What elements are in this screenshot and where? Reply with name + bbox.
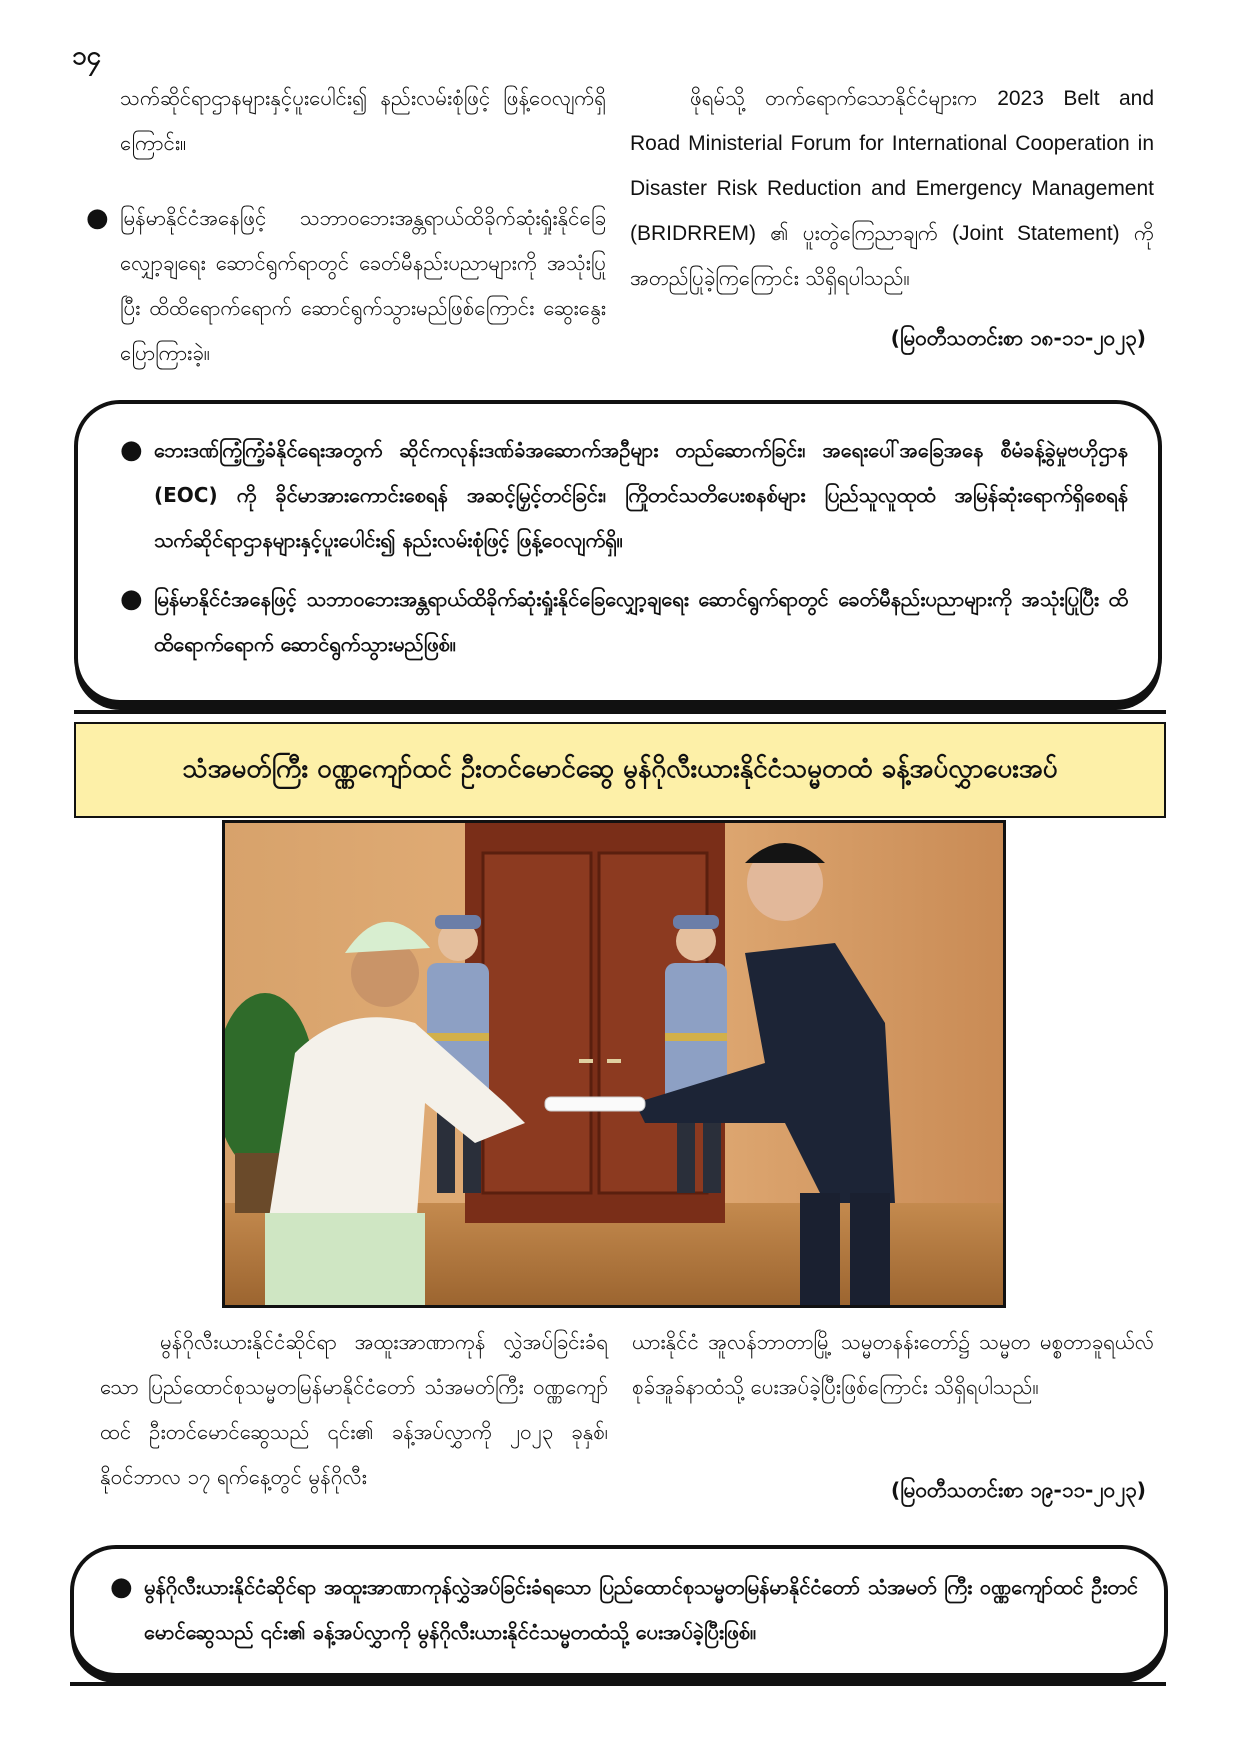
article-source: (မြဝတီသတင်းစာ ၁၉-၁၁-၂၀၂၃) <box>890 1478 1146 1502</box>
bullet-icon: ● <box>110 1572 133 1602</box>
headline: သံအမတ်ကြီး ဝဏ္ဏကျော်ထင် ဦးတင်မောင်ဆွေ မွန်ဂိုလီးယားနိုင်ငံသမ္မတထံ ခန့်အပ်လွှာပေးအပ် <box>182 753 1058 784</box>
article-left-column <box>100 1320 608 1500</box>
bullet-icon: ● <box>120 435 143 465</box>
article-left-paragraph: မွန်ဂိုလီးယားနိုင်ငံဆိုင်ရာ အထူးအာဏာကုန် လွှဲအပ်ခြင်းခံရသော ပြည်ထောင်စုသမ္မတမြန်မာနိုင်ငံတော် သံအမတ်ကြီး ဝဏ္ဏကျော်ထင် ဦးတင်မောင်ဆွေသည် ၎င်း၏ ခန့်အပ်လွှာကို ၂၀၂၃ ခုနှစ်၊ နိုဝင်ဘာလ ၁၇ ရက်နေ့တွင် မွန်ဂိုလီး <box>100 1330 608 1489</box>
summary-box-2 <box>70 1545 1168 1677</box>
summary-2-item <box>88 1565 1138 1655</box>
joint-statement-label: ၏ ပူးတွဲကြေညာချက် <box>770 221 938 245</box>
top-left-bullet <box>80 196 606 376</box>
forum-name: 2023 Belt and Road Ministerial Forum for International Cooperation in Disaster Risk Reduction and Emergency Management (BRIDRREM) <box>630 87 1154 245</box>
summary-1-item <box>98 577 1128 667</box>
summary-2-item-text: မွန်ဂိုလီးယားနိုင်ငံဆိုင်ရာ အထူးအာဏာကုန်လွှဲအပ်ခြင်းခံရသော ပြည်ထောင်စုသမ္မတမြန်မာနိုင်ငံတော် သံအမတ် ကြီး ဝဏ္ဏကျော်ထင် ဦးတင်မောင်ဆွေသည် ၎င်း၏ ခန့်အပ်လွှာကို မွန်ဂိုလီးယားနိုင်ငံသမ္မတထံသို့ ပေးအပ်ခဲ့ပြီးဖြစ်။ <box>144 1575 1138 1644</box>
page-number: ၁၄ <box>72 41 102 71</box>
bullet-icon: ● <box>120 584 143 614</box>
summary-1-item-text: ဘေးဒဏ်ကြံ့ကြံ့ခံနိုင်ရေးအတွက် ဆိုင်ကလုန်းဒဏ်ခံအဆောက်အဦများ တည်ဆောက်ခြင်း၊ အရေးပေါ်အခြေအနေ စီမံခန့်ခွဲမှုဗဟိုဌာန (EOC) ကို ခိုင်မာအားကောင်းစေရန် အဆင့်မြှင့်တင်ခြင်း၊ ကြိုတင်သတိပေးစနစ်များ ပြည်သူလူထုထံ အမြန်ဆုံးရောက်ရှိစေရန် သက်ဆိုင်ရာဌာနများနှင့်ပူးပေါင်း၍ နည်းလမ်းစုံဖြင့် ဖြန့်ဝေလျက်ရှိ။ <box>154 438 1128 552</box>
credentials-photo <box>222 820 1006 1308</box>
top-right-column <box>630 76 1154 301</box>
headline-banner <box>74 722 1166 818</box>
bullet-icon: ● <box>86 203 109 233</box>
top-left-bullet-text: မြန်မာနိုင်ငံအနေဖြင့် သဘာဝဘေးအန္တရာယ်ထိခိုက်ဆုံးရှုံးနိုင်ခြေလျှော့ချရေး ဆောင်ရွက်ရာတွင် ခေတ်မီနည်းပညာများကို အသုံးပြုပြီး ထိထိရောက်ရောက် ဆောင်ရွက်သွားမည်ဖြစ်ကြောင်း ဆွေးနွေးပြောကြားခဲ့။ <box>120 206 606 365</box>
top-right-paragraph <box>630 76 1154 301</box>
article-right-paragraph: ယားနိုင်ငံ အူလန်ဘာတာမြို့ သမ္မတနန်းတော်၌ သမ္မတ မစ္စတာခူရယ်လ်စုခ်အူခ်နာထံသို့ ပေးအပ်ခဲ့ပြီးဖြစ်ကြောင်း သိရှိရပါသည်။ <box>632 1330 1154 1399</box>
summary-box-1 <box>74 400 1162 704</box>
photo-illustration <box>225 823 1003 1305</box>
top-left-paragraph: သက်ဆိုင်ရာဌာနများနှင့်ပူးပေါင်း၍ နည်းလမ်းစုံဖြင့် ဖြန့်ဝေလျက်ရှိကြောင်း။ <box>120 86 606 155</box>
article-right-column <box>632 1320 1154 1410</box>
summary-1-item-text: မြန်မာနိုင်ငံအနေဖြင့် သဘာဝဘေးအန္တရာယ်ထိခိုက်ဆုံးရှုံးနိုင်ခြေလျှော့ချရေး ဆောင်ရွက်ရာတွင် ခေတ်မီနည်းပညာများကို အသုံးပြုပြီး ထိထိရောက်ရောက် ဆောင်ရွက်သွားမည်ဖြစ်။ <box>154 587 1128 656</box>
section-divider <box>74 710 1166 714</box>
forum-conclusion-text: ကို အတည်ပြုခဲ့ကြကြောင်း သိရှိရပါသည်။ <box>630 221 1154 290</box>
top-left-column <box>80 76 606 376</box>
joint-statement-latin: (Joint Statement) <box>952 222 1120 245</box>
bottom-divider <box>70 1682 1166 1686</box>
top-source: (မြဝတီသတင်းစာ ၁၈-၁၁-၂၀၂၃) <box>890 326 1146 350</box>
forum-intro-text: ဖိုရမ်သို့ တက်ရောက်သောနိုင်ငံများက <box>690 86 978 110</box>
summary-1-item <box>98 428 1128 563</box>
